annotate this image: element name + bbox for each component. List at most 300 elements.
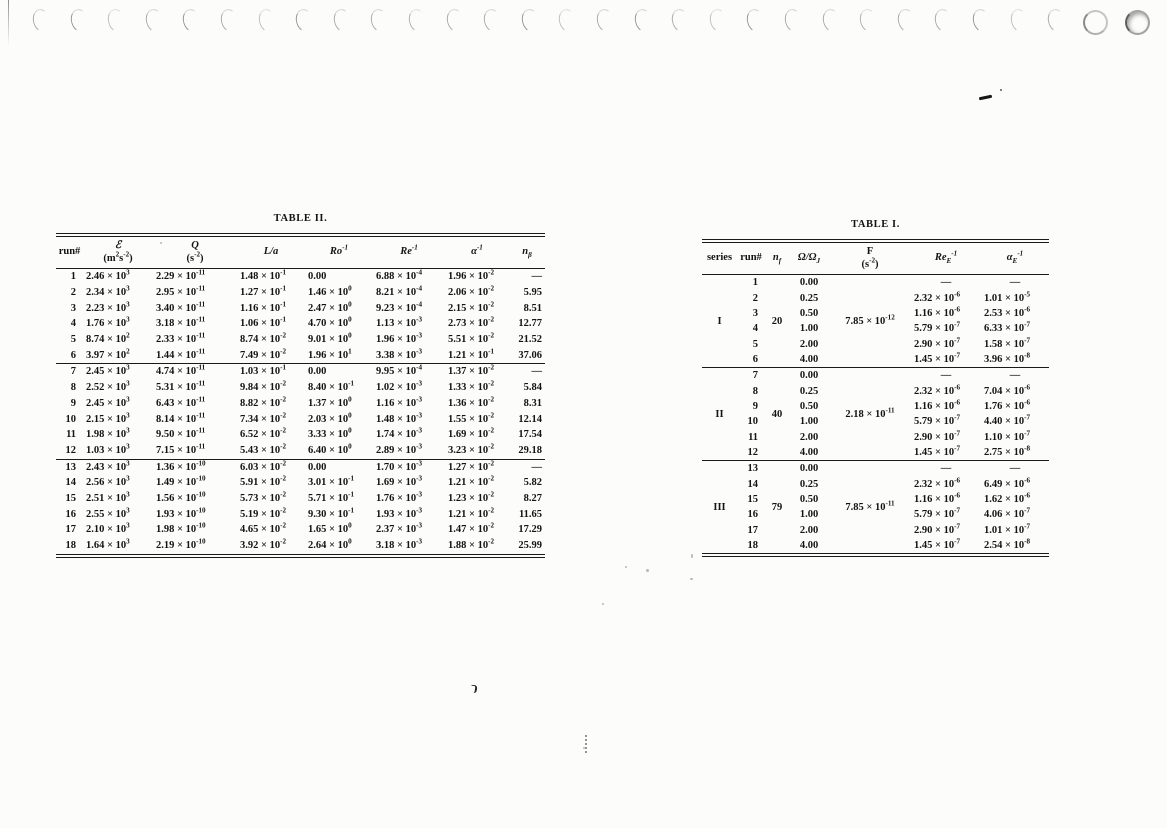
table-cell: 4 — [70, 318, 76, 330]
binding-hole-icon — [1125, 10, 1150, 35]
table-cell: 18 — [65, 540, 76, 552]
table-cell: 2.00 — [799, 431, 819, 443]
table-cell: $2.51 \times 10^3$ — [86, 490, 130, 505]
table-cell: $2.15 \times 10^3$ — [86, 411, 130, 425]
table-cell: $1.55 \times 10^{-2}$ — [448, 411, 495, 425]
table-cell: 9 — [752, 400, 758, 412]
table-cell: 0.25 — [799, 478, 819, 490]
row-group — [56, 269, 545, 364]
row-group — [702, 461, 1049, 556]
binding-hole-icon — [1008, 7, 1030, 33]
table-cell: 29.18 — [518, 444, 542, 456]
table-cell: 12 — [65, 444, 76, 456]
table-cell: $1.48 \times 10^{-3}$ — [376, 411, 423, 425]
table-row — [56, 316, 545, 332]
table-cell: $1.98 \times 10^3$ — [86, 426, 130, 441]
table-row — [702, 461, 1049, 477]
table-cell: $2.95 \times 10^{-11}$ — [156, 284, 206, 298]
table-cell: $1.01 \times 10^{-7}$ — [984, 522, 1031, 536]
table-cell: $2.33 \times 10^{-11}$ — [156, 331, 206, 345]
table-cell: 4 — [752, 323, 758, 335]
table-cell: $3.23 \times 10^{-2}$ — [448, 442, 495, 456]
table-cell: $5.79 \times 10^{-7}$ — [914, 320, 961, 335]
binding-hole-icon — [632, 7, 654, 33]
table-cell: $1.69 \times 10^{-3}$ — [376, 474, 423, 489]
table-cell: — — [940, 370, 952, 382]
table-cell: $1.45 \times 10^{-7}$ — [914, 444, 961, 458]
table-cell: $2.03 \times 10^0$ — [308, 411, 352, 425]
table-cell: 17.29 — [518, 524, 542, 536]
table-cell: $1.16 \times 10^{-3}$ — [376, 395, 423, 409]
binding-hole-icon — [143, 7, 165, 33]
table-cell: $5.73 \times 10^{-2}$ — [240, 490, 287, 505]
binding-hole-icon — [670, 7, 692, 33]
table-cell: $2.06 \times 10^{-2}$ — [448, 284, 495, 298]
table-cell: $9.01 \times 10^0$ — [308, 331, 352, 345]
table-cell: — — [531, 461, 542, 473]
table-row — [56, 380, 545, 396]
table-cell: $7.34 \times 10^{-2}$ — [240, 411, 287, 425]
table-cell: 15 — [747, 494, 758, 505]
table-cell: $6.40 \times 10^0$ — [308, 442, 352, 456]
table-cell: 2 — [752, 292, 758, 304]
table-cell: $4.06 \times 10^{-7}$ — [984, 506, 1031, 521]
table-cell: $6.88 \times 10^{-4}$ — [376, 268, 423, 283]
scan-speck — [625, 566, 627, 568]
binding-hole-icon — [895, 7, 917, 33]
table-cell: $1.03 \times 10^3$ — [86, 442, 130, 456]
table-cell: $3.40 \times 10^{-11}$ — [156, 300, 206, 314]
table-cell: 14 — [65, 477, 76, 489]
table-cell: $2.15 \times 10^{-2}$ — [448, 300, 495, 314]
series-cell: II — [715, 408, 724, 420]
table-cell: $1.70 \times 10^{-3}$ — [376, 459, 423, 473]
table-i-title: TABLE I. — [851, 219, 900, 230]
table-row — [56, 285, 545, 301]
column-header: $\alpha_E^{-1}$ — [981, 241, 1049, 275]
table-cell: $1.62 \times 10^{-6}$ — [984, 491, 1031, 505]
table-cell: 12 — [747, 446, 758, 458]
table-cell: 10 — [747, 416, 758, 428]
table-row — [56, 412, 545, 428]
table-cell: $4.65 \times 10^{-2}$ — [240, 521, 287, 536]
table-cell: 8.27 — [523, 493, 542, 505]
table-cell: $1.58 \times 10^{-7}$ — [984, 336, 1031, 350]
table-cell: 2 — [70, 286, 76, 298]
table-row — [702, 275, 1049, 291]
header-row — [56, 235, 545, 269]
table-cell: 5.95 — [523, 286, 542, 298]
table-cell: 10 — [65, 413, 76, 425]
table-cell: $6.33 \times 10^{-7}$ — [984, 320, 1031, 335]
table-cell: $8.14 \times 10^{-11}$ — [156, 411, 206, 425]
table-cell: $1.46 \times 10^0$ — [308, 284, 352, 298]
table-cell: 16 — [747, 509, 758, 521]
table-cell: 1 — [752, 277, 758, 289]
table-cell: $6.49 \times 10^{-6}$ — [984, 476, 1031, 490]
table-cell: $2.89 \times 10^{-3}$ — [376, 442, 423, 456]
table-cell: 5.82 — [523, 477, 542, 489]
table-cell: 13 — [65, 461, 76, 473]
column-header: $n_\beta$ — [509, 235, 545, 269]
table-cell: $1.10 \times 10^{-7}$ — [984, 429, 1031, 443]
nf-cell: 20 — [771, 315, 783, 327]
table-cell: 4.00 — [799, 540, 819, 552]
scan-speck — [691, 554, 693, 558]
column-header: Q $(s^{-2})$ — [153, 235, 237, 269]
series-cell: I — [717, 315, 722, 327]
table-row — [702, 368, 1049, 384]
table-row — [56, 348, 545, 364]
table-cell: $3.97 \times 10^2$ — [86, 347, 130, 361]
table-row — [56, 269, 545, 285]
binding-hole-icon — [707, 7, 729, 33]
page-edge-shadow — [8, 0, 9, 46]
binding-hole-icon — [444, 7, 466, 33]
table-cell: $1.27 \times 10^{-1}$ — [240, 284, 287, 298]
table-cell: 12.14 — [518, 413, 542, 425]
table-cell: 18 — [747, 540, 758, 552]
table-cell: $1.64 \times 10^3$ — [86, 537, 130, 552]
table-cell: $6.52 \times 10^{-2}$ — [240, 426, 287, 441]
table-cell: $1.45 \times 10^{-7}$ — [914, 351, 961, 365]
table-cell: $1.06 \times 10^{-1}$ — [240, 315, 287, 330]
table-cell: $3.33 \times 10^0$ — [308, 426, 352, 441]
table-cell: $5.79 \times 10^{-7}$ — [914, 413, 961, 428]
table-cell: $1.27 \times 10^{-2}$ — [448, 459, 495, 473]
table-cell: 0.00 — [799, 463, 819, 475]
table-row — [56, 522, 545, 538]
table-cell: 17 — [747, 524, 758, 536]
table-cell: 5 — [70, 334, 76, 345]
table-cell: — — [940, 277, 952, 289]
binding-hole-icon — [970, 7, 992, 33]
table-row — [56, 396, 545, 412]
table-cell: — — [1009, 277, 1021, 289]
table-cell: $2.10 \times 10^3$ — [86, 521, 130, 536]
table-cell: $9.50 \times 10^{-11}$ — [156, 426, 206, 441]
table-cell: $1.69 \times 10^{-2}$ — [448, 426, 495, 441]
table-cell: 21.52 — [518, 334, 542, 345]
column-header: run# — [737, 241, 765, 275]
table-cell: $1.36 \times 10^{-2}$ — [448, 395, 495, 409]
binding-hole-icon — [406, 7, 428, 33]
table-cell: 1.00 — [799, 323, 819, 335]
binding-hole-icon — [519, 7, 541, 33]
nf-cell: 79 — [771, 501, 783, 513]
table-cell: 1.00 — [799, 509, 819, 521]
table-cell: $5.19 \times 10^{-2}$ — [240, 506, 287, 520]
table-cell: $9.84 \times 10^{-2}$ — [240, 379, 287, 394]
table-cell: 14 — [747, 478, 758, 490]
table-cell: $3.18 \times 10^{-3}$ — [376, 537, 423, 552]
table-cell: $9.23 \times 10^{-4}$ — [376, 300, 423, 314]
table-cell: 15 — [65, 493, 76, 505]
table-cell: $2.19 \times 10^{-10}$ — [156, 537, 206, 552]
table-cell: $5.71 \times 10^{-1}$ — [308, 490, 355, 505]
binding-hole-icon — [745, 7, 767, 33]
table-cell: 6 — [70, 349, 76, 361]
scan-speck — [646, 569, 649, 572]
header-row — [702, 241, 1049, 275]
binding-hole-icon — [68, 7, 90, 33]
scan-dotted-mark — [585, 735, 587, 753]
table-cell: $2.55 \times 10^3$ — [86, 506, 130, 520]
table-cell: $9.30 \times 10^{-1}$ — [308, 506, 355, 520]
table-row — [56, 538, 545, 556]
table-cell: $8.74 \times 10^{-2}$ — [240, 331, 287, 345]
binding-hole-icon — [30, 7, 52, 33]
scan-speck — [583, 747, 585, 749]
binding-hole-icon — [218, 7, 240, 33]
table-cell: 8.31 — [523, 397, 542, 409]
table-cell: $2.54 \times 10^{-8}$ — [984, 537, 1031, 552]
table-cell: 9 — [70, 397, 76, 409]
table-cell: $1.21 \times 10^{-2}$ — [448, 506, 495, 520]
table-cell: $4.70 \times 10^0$ — [308, 315, 352, 330]
table-cell: $6.03 \times 10^{-2}$ — [240, 459, 287, 473]
binding-hole-icon — [782, 7, 804, 33]
table-cell: $1.16 \times 10^{-1}$ — [240, 300, 287, 314]
binding-hole-icon — [557, 7, 579, 33]
table-cell: 11 — [748, 431, 758, 443]
table-cell: $6.43 \times 10^{-11}$ — [156, 395, 206, 409]
table-cell: $3.92 \times 10^{-2}$ — [240, 537, 287, 552]
table-cell: $3.38 \times 10^{-3}$ — [376, 347, 423, 361]
table-cell: — — [531, 366, 542, 378]
forcing-cell: $7.85 \times 10^{-12}$ — [845, 313, 895, 327]
table-cell: — — [1009, 463, 1021, 475]
table-cell: 16 — [65, 508, 76, 520]
table-cell: 11 — [66, 429, 76, 441]
table-cell: 0.00 — [799, 370, 819, 382]
table-cell: $3.01 \times 10^{-1}$ — [308, 474, 355, 489]
table-cell: 1.00 — [799, 416, 819, 428]
column-header: F $(s^{-2})$ — [829, 241, 911, 275]
table-cell: $1.21 \times 10^{-1}$ — [448, 347, 495, 361]
table-cell: $7.15 \times 10^{-11}$ — [156, 442, 206, 456]
table-cell: $7.04 \times 10^{-6}$ — [984, 383, 1031, 397]
table-cell: $4.40 \times 10^{-7}$ — [984, 413, 1031, 428]
column-header: L/a — [237, 235, 305, 269]
table-row — [56, 427, 545, 443]
table-cell: 37.06 — [518, 349, 542, 361]
binding-holes — [0, 0, 1167, 40]
table-cell: 8 — [752, 385, 758, 397]
table-ii-title: TABLE II. — [273, 213, 328, 224]
binding-hole-icon — [1046, 7, 1068, 33]
table-cell: 5 — [752, 338, 758, 350]
table-cell: $8.82 \times 10^{-2}$ — [240, 395, 287, 409]
binding-hole-icon — [181, 7, 203, 33]
table-cell: $5.43 \times 10^{-2}$ — [240, 442, 287, 456]
table-cell: — — [531, 271, 542, 283]
table-cell: $2.64 \times 10^0$ — [308, 537, 352, 552]
table-row — [56, 364, 545, 380]
table-cell: $1.03 \times 10^{-1}$ — [240, 363, 287, 378]
row-group — [56, 459, 545, 556]
column-header: $Re^{-1}$ — [373, 235, 445, 269]
forcing-cell: $2.18 \times 10^{-11}$ — [845, 406, 895, 420]
table-cell: — — [1009, 370, 1021, 382]
table-cell: 17 — [65, 524, 76, 536]
table-cell: 1 — [70, 271, 76, 283]
table-cell: $1.13 \times 10^{-3}$ — [376, 315, 423, 330]
table-cell: $1.76 \times 10^3$ — [86, 315, 130, 330]
table-cell: $3.96 \times 10^{-8}$ — [984, 351, 1031, 365]
binding-hole-icon — [858, 7, 880, 33]
table-cell: $7.49 \times 10^{-2}$ — [240, 347, 287, 361]
binding-hole-icon — [933, 7, 955, 33]
table-cell: $8.74 \times 10^2$ — [86, 331, 130, 345]
table-cell: 0.50 — [799, 400, 819, 412]
column-header: $Re_E^{-1}$ — [911, 241, 981, 275]
table-cell: 0.50 — [799, 307, 819, 319]
table-cell: 25.99 — [518, 540, 542, 552]
table-cell: $1.37 \times 10^0$ — [308, 395, 352, 409]
table-cell: $1.01 \times 10^{-5}$ — [984, 290, 1031, 304]
table-cell: 0.50 — [799, 494, 819, 505]
table-cell: $1.49 \times 10^{-10}$ — [156, 474, 206, 489]
table-cell: $2.90 \times 10^{-7}$ — [914, 336, 961, 350]
table-cell: $1.88 \times 10^{-2}$ — [448, 537, 495, 552]
table-cell: $2.37 \times 10^{-3}$ — [376, 521, 423, 536]
table-cell: $9.95 \times 10^{-4}$ — [376, 363, 423, 378]
table-cell: $1.98 \times 10^{-10}$ — [156, 521, 206, 536]
table-ii — [56, 213, 545, 558]
row-group — [56, 364, 545, 459]
table-cell: 3 — [752, 307, 758, 319]
table-cell: $1.76 \times 10^{-6}$ — [984, 398, 1031, 412]
table-cell: 7 — [70, 366, 76, 378]
table-cell: 12.77 — [518, 318, 542, 330]
table-cell: — — [940, 463, 952, 475]
table-cell: 0.00 — [799, 277, 819, 289]
column-header: ℰ $(m^2s^{-2})$ — [83, 235, 153, 269]
table-row — [56, 332, 545, 348]
table-cell: $1.44 \times 10^{-11}$ — [156, 347, 206, 361]
table-cell: $5.91 \times 10^{-2}$ — [240, 474, 287, 489]
table-cell: 8 — [70, 382, 76, 394]
table-cell: 17.54 — [518, 429, 542, 441]
table-row — [56, 301, 545, 317]
forcing-cell: $7.85 \times 10^{-11}$ — [845, 499, 895, 513]
scan-speck — [602, 603, 604, 605]
table-cell: 5.84 — [523, 382, 542, 394]
column-header: $n_f$ — [765, 241, 789, 275]
binding-hole-icon — [369, 7, 391, 33]
table-cell: $1.76 \times 10^{-3}$ — [376, 490, 423, 505]
table-i — [702, 219, 1049, 557]
table-cell: $2.23 \times 10^3$ — [86, 300, 130, 314]
table-cell: $1.96 \times 10^{-2}$ — [448, 268, 495, 283]
table-cell: $2.75 \times 10^{-8}$ — [984, 444, 1031, 458]
table-cell: $8.21 \times 10^{-4}$ — [376, 284, 423, 298]
nf-cell: 40 — [771, 408, 783, 420]
table-cell: $2.73 \times 10^{-2}$ — [448, 315, 495, 330]
table-cell: $1.47 \times 10^{-2}$ — [448, 521, 495, 536]
table-cell: $1.74 \times 10^{-3}$ — [376, 426, 423, 441]
scan-tick-mark — [470, 685, 477, 694]
binding-hole-icon — [331, 7, 353, 33]
table-cell: $2.47 \times 10^0$ — [308, 300, 352, 314]
table-row — [56, 491, 545, 507]
table-cell: $2.90 \times 10^{-7}$ — [914, 429, 961, 443]
table-cell: $1.48 \times 10^{-1}$ — [240, 268, 287, 283]
table-cell: $2.56 \times 10^3$ — [86, 474, 130, 489]
series-cell: III — [713, 501, 726, 513]
table-cell: $1.96 \times 10^{-3}$ — [376, 331, 423, 345]
table-cell: $2.29 \times 10^{-11}$ — [156, 268, 206, 283]
binding-hole-icon — [256, 7, 278, 33]
table-cell: 7 — [752, 370, 758, 382]
binding-hole-icon — [294, 7, 316, 33]
table-row — [56, 459, 545, 475]
column-header: $\Omega/\Omega_J$ — [789, 241, 829, 275]
table-cell: $2.34 \times 10^3$ — [86, 284, 130, 298]
binding-hole-icon — [820, 7, 842, 33]
table-cell: $2.32 \times 10^{-6}$ — [914, 476, 961, 490]
column-header: run# — [56, 235, 83, 269]
table-row — [56, 475, 545, 491]
table-cell: $1.65 \times 10^0$ — [308, 521, 352, 536]
table-cell: 0.25 — [799, 292, 819, 304]
binding-hole-icon — [594, 7, 616, 33]
table-cell: $1.45 \times 10^{-7}$ — [914, 537, 961, 552]
table-cell: $2.45 \times 10^3$ — [86, 363, 130, 378]
column-header: $\alpha^{-1}$ — [445, 235, 509, 269]
table-cell: $1.23 \times 10^{-2}$ — [448, 490, 495, 505]
table-cell: $1.16 \times 10^{-6}$ — [914, 398, 961, 412]
table-cell: $2.32 \times 10^{-6}$ — [914, 290, 961, 304]
table-cell: 11.65 — [518, 508, 542, 520]
table-cell: 0.25 — [799, 385, 819, 397]
table-cell: $5.51 \times 10^{-2}$ — [448, 331, 495, 345]
table-cell: $2.45 \times 10^3$ — [86, 395, 130, 409]
table-cell: $1.56 \times 10^{-10}$ — [156, 490, 206, 505]
table-cell: 0.00 — [308, 271, 327, 283]
binding-hole-icon — [482, 7, 504, 33]
pen-dot — [1000, 89, 1002, 91]
table-cell: $2.90 \times 10^{-7}$ — [914, 522, 961, 536]
table-i-grid — [702, 239, 1049, 557]
table-row — [56, 443, 545, 459]
table-cell: 2.00 — [799, 524, 819, 536]
table-cell: 2.00 — [799, 338, 819, 350]
table-cell: 0.00 — [308, 461, 327, 473]
table-cell: 3 — [70, 302, 76, 314]
table-cell: $2.43 \times 10^3$ — [86, 459, 130, 473]
binding-hole-icon — [106, 7, 128, 33]
table-cell: 4.00 — [799, 446, 819, 458]
table-cell: $1.36 \times 10^{-10}$ — [156, 459, 206, 473]
table-cell: $1.93 \times 10^{-3}$ — [376, 506, 423, 520]
table-cell: $1.16 \times 10^{-6}$ — [914, 491, 961, 505]
table-cell: $2.46 \times 10^3$ — [86, 268, 130, 283]
table-cell: $1.21 \times 10^{-2}$ — [448, 474, 495, 489]
table-row — [56, 507, 545, 523]
table-cell: $1.93 \times 10^{-10}$ — [156, 506, 206, 520]
table-cell: $1.37 \times 10^{-2}$ — [448, 363, 495, 378]
row-group — [702, 275, 1049, 368]
table-cell: 8.51 — [523, 302, 542, 314]
table-cell: $2.32 \times 10^{-6}$ — [914, 383, 961, 397]
scan-speck — [690, 578, 693, 580]
table-cell: $2.53 \times 10^{-6}$ — [984, 305, 1031, 319]
pen-mark — [979, 95, 992, 101]
table-cell: $1.02 \times 10^{-3}$ — [376, 379, 423, 394]
table-cell: $5.31 \times 10^{-11}$ — [156, 379, 206, 394]
